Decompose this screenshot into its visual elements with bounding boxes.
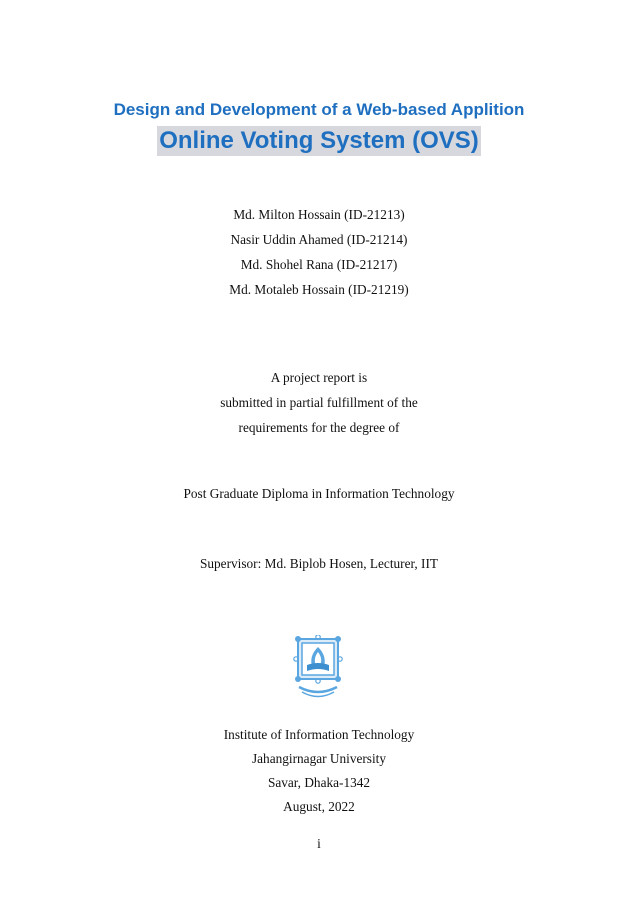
author-1: Md. Milton Hossain (ID-21213) (233, 207, 405, 222)
institution-line-2: Jahangirnagar University (251, 751, 387, 766)
submission-line-1: A project report is (270, 370, 368, 385)
university-seal-logo-icon (293, 635, 343, 705)
page-number: i (317, 836, 321, 851)
submission-line-2: submitted in partial fulfillment of the (220, 395, 418, 410)
report-title: Design and Development of a Web-based Applition (113, 100, 525, 119)
author-4: Md. Motaleb Hossain (ID-21219) (229, 282, 409, 297)
institution-line-1: Institute of Information Technology (223, 727, 415, 742)
institution-line-3: Savar, Dhaka-1342 (267, 775, 371, 790)
author-3: Md. Shohel Rana (ID-21217) (240, 257, 398, 272)
author-2: Nasir Uddin Ahamed (ID-21214) (230, 232, 408, 247)
project-name-wrap (0, 126, 638, 156)
submission-line-3: requirements for the degree of (238, 420, 400, 435)
degree-name: Post Graduate Diploma in Information Technology (183, 486, 455, 501)
supervisor: Supervisor: Md. Biplob Hosen, Lecturer, IIT (199, 556, 439, 571)
report-date: August, 2022 (283, 799, 355, 814)
project-name: Online Voting System (OVS) (159, 127, 479, 154)
